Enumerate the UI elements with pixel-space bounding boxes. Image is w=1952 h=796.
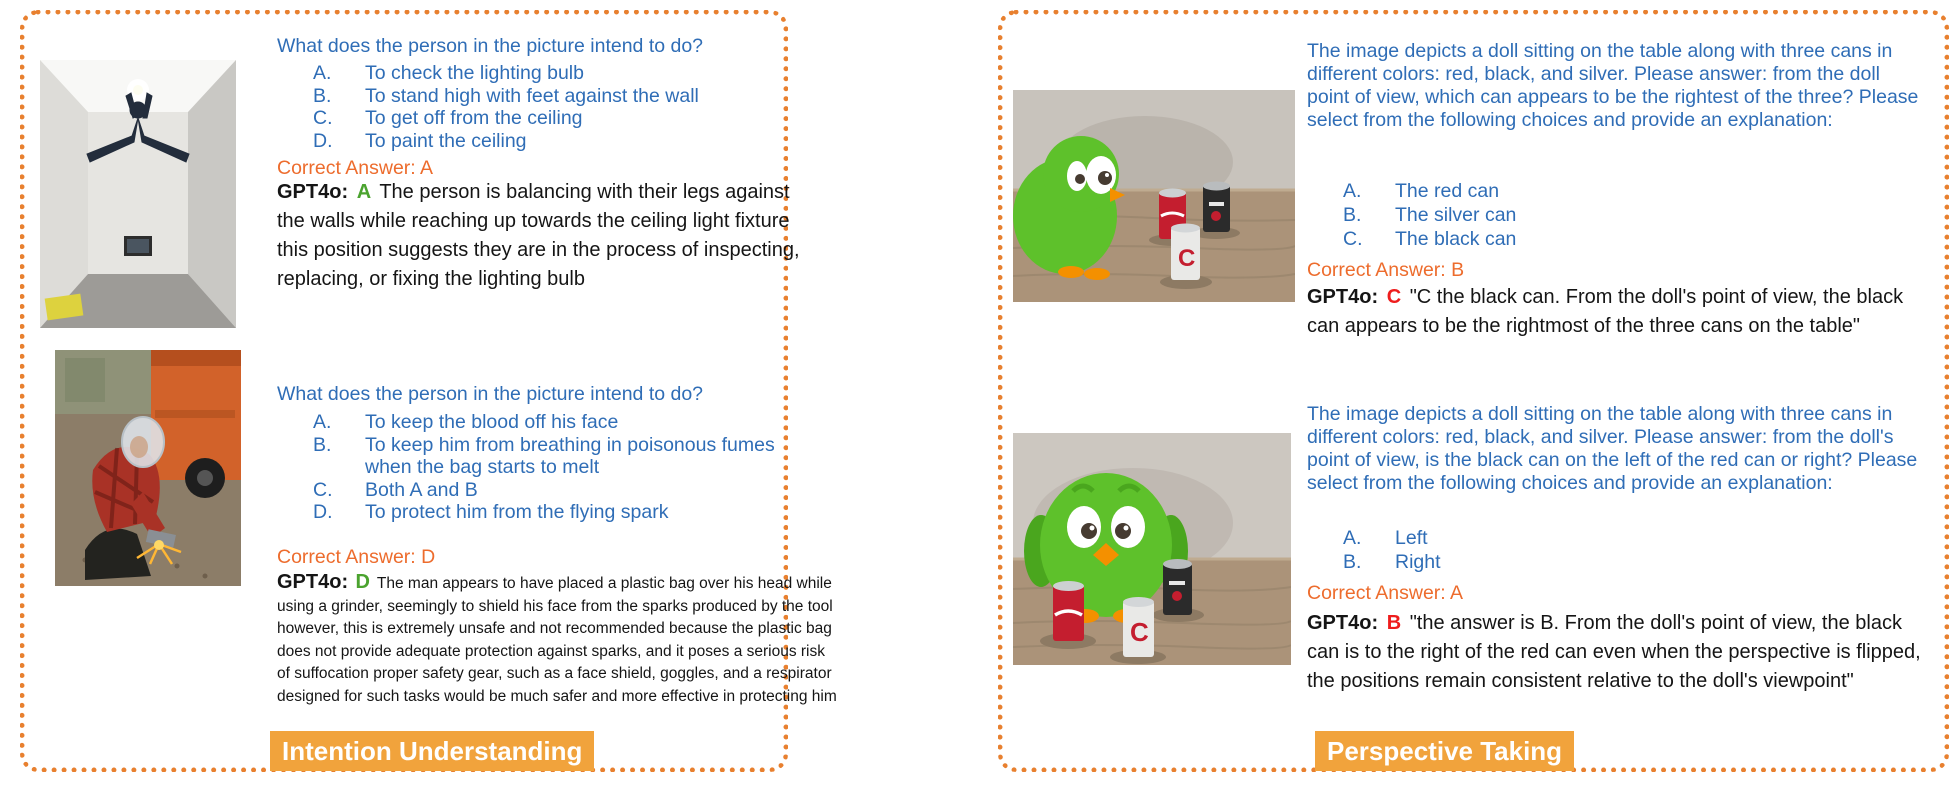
gpt-response <box>1307 609 1935 696</box>
option-text: Right <box>1395 551 1441 573</box>
gpt-model-label: GPT4o: <box>277 181 349 203</box>
gpt-response <box>277 571 839 708</box>
option-text: The black can <box>1395 228 1517 250</box>
intention-understanding-panel <box>20 10 837 772</box>
option-letter: D. <box>313 129 333 152</box>
correct-answer-line: Correct Answer: A <box>1307 582 1464 604</box>
correct-answer-line: Correct Answer: B <box>1307 259 1465 281</box>
option-letter: A. <box>1343 180 1362 202</box>
owl-cans-photo-2-illustration <box>1013 433 1291 665</box>
gpt-model-label: GPT4o: <box>277 571 349 593</box>
option-row <box>1307 550 1907 574</box>
option-row <box>277 130 797 153</box>
option-letter: A. <box>1343 527 1362 549</box>
option-row <box>277 85 797 108</box>
perspective-taking-label: Perspective Taking <box>1315 731 1574 771</box>
option-letter: B. <box>1343 551 1362 573</box>
question-text: What does the person in the picture intend to do? <box>277 35 704 57</box>
option-text: Left <box>1395 527 1428 549</box>
option-letter: C. <box>313 107 333 129</box>
plastic-bag <box>122 417 164 467</box>
option-letter: A. <box>313 411 332 433</box>
option-row <box>277 501 797 524</box>
question-text: The image depicts a doll sitting on the table along with three cans in different colors: red, black, and silver. Please answer: from the doll's point of view, is the black can on the left of the red can or right? Please select from the following choices and provide an explanation: <box>1307 403 1918 494</box>
option-row <box>277 62 797 85</box>
gpt-model-label: GPT4o: <box>1307 612 1379 634</box>
gpt-answer-letter: A <box>356 181 372 203</box>
owl-cans-photo-1 <box>1013 90 1295 302</box>
question-text: The image depicts a doll sitting on the table along with three cans in different colors: red, black, and silver. Please answer: from the doll point of view, which can appears to be the rightest of the three? Please select from the following choices and provide an explanation: <box>1307 40 1919 131</box>
red-can <box>1053 581 1084 641</box>
option-row <box>1307 526 1907 550</box>
gpt-response <box>1307 283 1935 341</box>
options-list <box>1307 179 1907 251</box>
option-letter: C. <box>313 478 333 501</box>
option-letter: B. <box>313 433 332 456</box>
black-can <box>1163 559 1192 615</box>
silver-can <box>1171 224 1200 281</box>
option-text: To get off from the ceiling <box>365 107 583 129</box>
option-letter: D. <box>313 501 333 523</box>
owl-cans-photo-1-illustration <box>1013 90 1295 302</box>
correct-answer-line: Correct Answer: A <box>277 157 434 179</box>
silver-can <box>1123 597 1154 657</box>
option-text: Both A and B <box>365 478 478 501</box>
intention-understanding-label: Intention Understanding <box>270 731 594 771</box>
perspective-taking-panel <box>998 10 1949 772</box>
corridor-photo-illustration <box>40 60 236 328</box>
gpt-answer-text: The person is balancing with their legs against the walls while reaching up towards the ceiling light fixture this position suggests they are in the process of inspecting, replacing, or fixing the lighting bulb <box>277 181 800 290</box>
option-row <box>277 411 797 434</box>
svg-text:C: C <box>1130 617 1149 647</box>
owl-cans-photo-2 <box>1013 433 1291 665</box>
option-text: The silver can <box>1395 204 1517 226</box>
option-row <box>1307 179 1907 203</box>
gpt-answer-letter: B <box>1386 612 1402 634</box>
option-letter: B. <box>313 84 332 107</box>
gpt-answer-text: "C the black can. From the doll's point of view, the black can appears to be the rightmost of the three cans on the table" <box>1307 286 1904 337</box>
option-text: To keep the blood off his face <box>365 411 619 433</box>
corridor-photo <box>40 60 236 328</box>
question-text: What does the person in the picture intend to do? <box>277 383 704 405</box>
options-list <box>277 62 797 152</box>
option-text: To keep him from breathing in poisonous fumes when the bag starts to melt <box>365 433 775 478</box>
option-letter: C. <box>1343 228 1363 250</box>
option-row <box>1307 227 1907 251</box>
grinder-photo-illustration <box>55 350 241 586</box>
option-letter: A. <box>313 62 332 84</box>
gpt-answer-letter: C <box>1386 286 1402 308</box>
option-row <box>277 479 797 502</box>
gpt-answer-letter: D <box>355 571 370 593</box>
option-letter: B. <box>1343 204 1362 226</box>
option-text: To check the lighting bulb <box>365 62 584 84</box>
options-list <box>277 411 797 524</box>
option-row <box>277 107 797 130</box>
option-row <box>1307 203 1907 227</box>
option-text: To protect him from the flying spark <box>365 501 669 523</box>
gpt-answer-text: "the answer is B. From the doll's point of view, the black can is to the right of the red can even when the perspective is flipped, the positions remain consistent relative to the doll's viewpoint" <box>1307 612 1921 692</box>
option-text: To stand high with feet against the wall <box>365 84 699 107</box>
black-can <box>1203 182 1230 233</box>
option-text: The red can <box>1395 180 1500 202</box>
option-text: To paint the ceiling <box>365 129 527 152</box>
gpt-response <box>277 178 805 294</box>
grinder-photo <box>55 350 241 586</box>
correct-answer-line: Correct Answer: D <box>277 546 436 568</box>
options-list <box>1307 526 1907 574</box>
option-row <box>277 434 797 479</box>
gpt-model-label: GPT4o: <box>1307 286 1379 308</box>
svg-text:C: C <box>1178 245 1196 272</box>
orange-machine <box>151 350 241 498</box>
gpt-answer-text: The man appears to have placed a plastic bag over his head while using a grinder, seemingly to shield his face from the sparks produced by the tool however, this is extremely unsafe and not recommended because the plastic bag does not provide adequate protection against sparks, and it poses a serious risk of suffocation proper safety gear, such as a face shield, goggles, and a respirator designed for such tasks would be much safer and more effective in protecting him <box>277 575 837 705</box>
